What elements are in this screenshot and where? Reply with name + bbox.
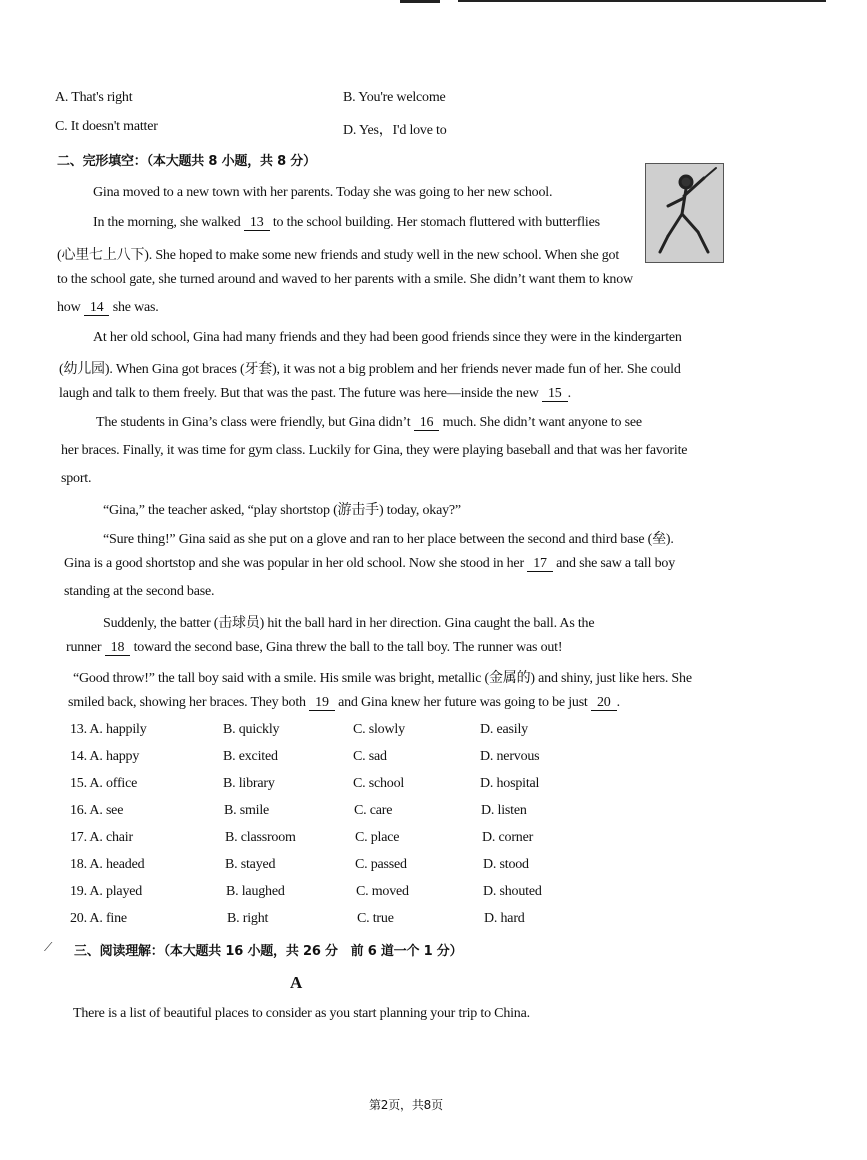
cloze-paragraph-6-line-1: “Sure thing!” Gina said as she put on a glove and ran to her place between the second and third base (垒).	[103, 532, 674, 547]
choice-17-c: C. place	[355, 830, 400, 845]
choice-20-d: D. hard	[484, 911, 525, 926]
cloze-paragraph-5: “Gina,” the teacher asked, “play shortstop (游击手) today, okay?”	[103, 503, 461, 518]
top-scan-line	[458, 0, 826, 2]
cloze-paragraph-3-line-1: At her old school, Gina had many friends and they had been good friends since they were in the kindergarten	[93, 330, 682, 345]
cloze-paragraph-2-line-3: to the school gate, she turned around and waved to her parents with a smile. She didn’t want them to know	[57, 272, 633, 287]
cloze-paragraph-2-line-1: In the morning, she walked 13 to the school building. Her stomach fluttered with butterflies	[93, 215, 600, 230]
section-heading-cloze: 二、完形填空：（本大题共 8 小题，共 8 分）	[57, 154, 316, 169]
cloze-paragraph-6-line-3: standing at the second base.	[64, 584, 215, 599]
choice-14-a: 14. A. happy	[70, 749, 140, 764]
cloze-paragraph-4-line-2: her braces. Finally, it was time for gym class. Luckily for Gina, they were playing baseball and that was her favorite	[61, 443, 688, 458]
choice-13-c: C. slowly	[353, 722, 405, 737]
choice-14-d: D. nervous	[480, 749, 540, 764]
baseball-player-image	[645, 163, 724, 263]
choice-17-a: 17. A. chair	[70, 830, 133, 845]
choice-15-a: 15. A. office	[70, 776, 138, 791]
cloze-paragraph-8-line-2: smiled back, showing her braces. They both 19 and Gina knew her future was going to be just 20 .	[68, 695, 620, 710]
cloze-paragraph-4-line-1: The students in Gina’s class were friendly, but Gina didn’t 16 much. She didn’t want anyone to see	[96, 415, 642, 430]
blank-19: 19	[309, 695, 335, 711]
prev-option-b: B. You're welcome	[343, 90, 446, 105]
top-scan-line	[400, 0, 440, 3]
choice-20-b: B. right	[227, 911, 269, 926]
choice-14-c: C. sad	[353, 749, 387, 764]
choice-20-a: 20. A. fine	[70, 911, 127, 926]
blank-20: 20	[591, 695, 617, 711]
cloze-paragraph-7-line-1: Suddenly, the batter (击球员) hit the ball hard in her direction. Gina caught the ball. As the	[103, 616, 595, 631]
cloze-paragraph-8-line-1: “Good throw!” the tall boy said with a smile. His smile was bright, metallic (金属的) and shiny, just like hers. She	[73, 671, 692, 686]
choice-15-c: C. school	[353, 776, 405, 791]
choice-18-a: 18. A. headed	[70, 857, 145, 872]
choice-13-d: D. easily	[480, 722, 528, 737]
choice-20-c: C. true	[357, 911, 394, 926]
blank-18: 18	[105, 640, 131, 656]
choice-19-b: B. laughed	[226, 884, 285, 899]
choice-16-a: 16. A. see	[70, 803, 124, 818]
choice-13-b: B. quickly	[223, 722, 280, 737]
choice-17-d: D. corner	[482, 830, 534, 845]
choice-18-b: B. stayed	[225, 857, 276, 872]
choice-14-b: B. excited	[223, 749, 278, 764]
section-heading-reading: 三、阅读理解：（本大题共 16 小题，共 26 分 前 6 道一个 1 分）	[74, 944, 463, 959]
blank-15: 15	[542, 386, 568, 402]
cloze-paragraph-7-line-2: runner 18 toward the second base, Gina threw the ball to the tall boy. The runner was out!	[66, 640, 563, 655]
pen-mark-icon: ⟋	[44, 940, 53, 954]
cloze-paragraph-4-line-3: sport.	[61, 471, 92, 486]
blank-14: 14	[84, 300, 110, 316]
prev-option-a: A. That's right	[55, 90, 133, 105]
choice-15-d: D. hospital	[480, 776, 540, 791]
choice-18-c: C. passed	[355, 857, 407, 872]
choice-16-b: B. smile	[224, 803, 270, 818]
choice-19-c: C. moved	[356, 884, 409, 899]
blank-16: 16	[414, 415, 440, 431]
cloze-paragraph-3-line-2: (幼儿园). When Gina got braces (牙套), it was not a big problem and her friends never made fun of her. She could	[59, 362, 681, 377]
choice-15-b: B. library	[223, 776, 275, 791]
choice-17-b: B. classroom	[225, 830, 296, 845]
passage-intro: There is a list of beautiful places to consider as you start planning your trip to China.	[73, 1006, 530, 1021]
cloze-paragraph-6-line-2: Gina is a good shortstop and she was popular in her old school. Now she stood in her 17 and she saw a tall boy	[64, 556, 676, 571]
cloze-paragraph-2-line-2: (心里七上八下). She hoped to make some new friends and study well in the new school. When she got	[57, 248, 620, 263]
blank-13: 13	[244, 215, 270, 231]
blank-17: 17	[527, 556, 553, 572]
cloze-paragraph-2-line-4: how 14 she was.	[57, 300, 159, 315]
prev-option-d: D. Yes，I'd love to	[343, 123, 447, 138]
choice-13-a: 13. A. happily	[70, 722, 147, 737]
page-footer: 第2页，共8页	[369, 1098, 443, 1112]
choice-19-a: 19. A. played	[70, 884, 143, 899]
choice-19-d: D. shouted	[483, 884, 542, 899]
choice-16-d: D. listen	[481, 803, 527, 818]
choice-18-d: D. stood	[483, 857, 529, 872]
choice-16-c: C. care	[354, 803, 393, 818]
prev-option-c: C. It doesn't matter	[55, 119, 158, 134]
cloze-paragraph-1: Gina moved to a new town with her parents. Today she was going to her new school.	[93, 185, 553, 200]
cloze-paragraph-3-line-3: laugh and talk to them freely. But that was the past. The future was here—inside the new 15 .	[59, 386, 571, 401]
passage-label: A	[290, 973, 303, 992]
